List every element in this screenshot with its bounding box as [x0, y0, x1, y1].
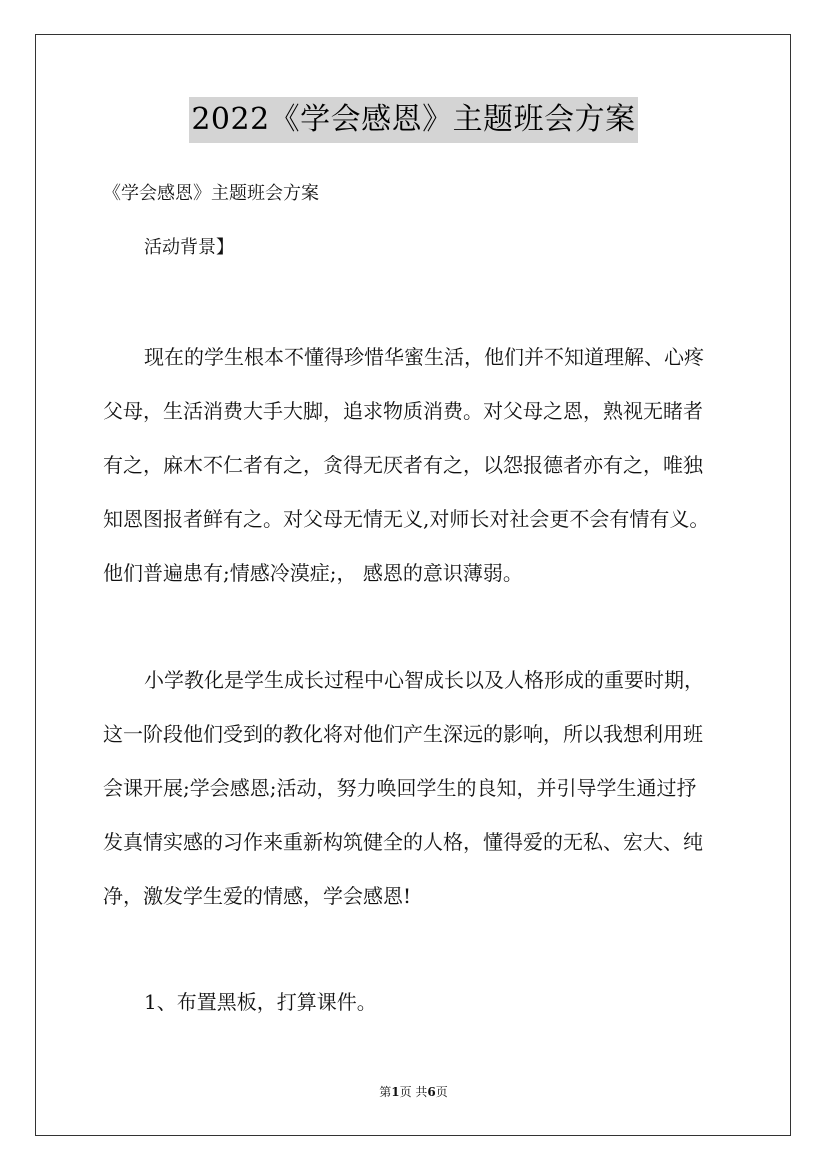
page-suffix: 页 — [435, 1085, 448, 1099]
title-container — [0, 97, 827, 143]
document-title: 2022《学会感恩》主题班会方案 — [189, 97, 637, 143]
paragraph-line: 有之，麻木不仁者有之，贪得无厌者有之，以怨报德者亦有之，唯独 — [103, 453, 703, 477]
paragraph-line: 知恩图报者鲜有之。对父母无情无义,对师长对社会更不会有情有义。 — [103, 507, 710, 531]
list-item-prepare: 1、布置黑板，打算课件。 — [144, 990, 377, 1014]
page-mid: 页 共 — [399, 1085, 428, 1099]
section-heading-background: 活动背景】 — [144, 237, 234, 258]
current-page-number: 1 — [391, 1085, 400, 1099]
paragraph-line: 发真情实感的习作来重新构筑健全的人格，懂得爱的无私、宏大、纯 — [103, 830, 703, 854]
paragraph-education — [103, 653, 763, 923]
paragraph-line: 他们普遍患有;情感冷漠症;， 感恩的意识薄弱。 — [103, 561, 523, 585]
paragraph-line: 现在的学生根本不懂得珍惜华蜜生活，他们并不知道理解、心疼 — [144, 345, 704, 369]
total-page-number: 6 — [427, 1085, 436, 1099]
paragraph-line: 小学教化是学生成长过程中心智成长以及人格形成的重要时期， — [144, 668, 704, 692]
paragraph-line: 这一阶段他们受到的教化将对他们产生深远的影响，所以我想利用班 — [103, 722, 703, 746]
page-prefix: 第 — [379, 1085, 392, 1099]
paragraph-line: 净，激发学生爱的情感，学会感恩! — [103, 884, 412, 908]
paragraph-background — [103, 330, 763, 600]
page-footer — [0, 1083, 827, 1101]
paragraph-line: 会课开展;学会感恩;活动，努力唤回学生的良知，并引导学生通过抒 — [103, 776, 697, 800]
paragraph-line: 父母，生活消费大手大脚，追求物质消费。对父母之恩，熟视无睹者 — [103, 399, 703, 423]
document-subtitle: 《学会感恩》主题班会方案 — [103, 183, 319, 204]
